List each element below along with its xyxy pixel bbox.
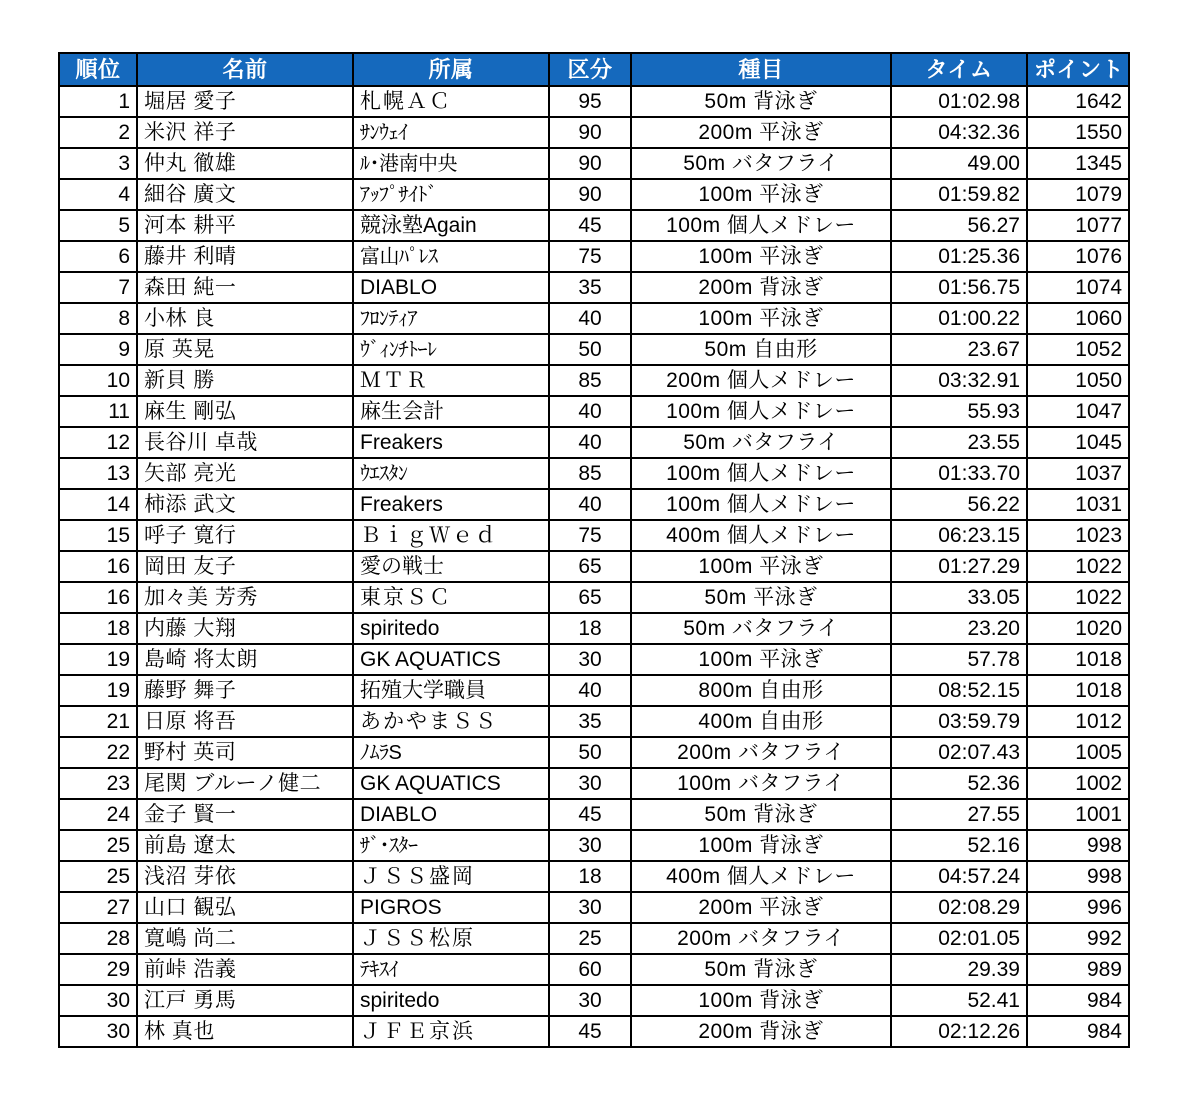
table-row[interactable] — [59, 272, 1129, 303]
cell-team: 拓殖大学職員 — [353, 675, 549, 706]
cell-klass: 90 — [549, 148, 631, 179]
cell-name: 森田 純一 — [137, 272, 353, 303]
cell-event: 100m 個人メドレー — [631, 458, 891, 489]
cell-klass: 30 — [549, 892, 631, 923]
cell-time: 01:56.75 — [891, 272, 1027, 303]
cell-rank: 27 — [59, 892, 137, 923]
cell-rank: 25 — [59, 861, 137, 892]
cell-points: 1022 — [1027, 582, 1129, 613]
cell-name: 金子 賢一 — [137, 799, 353, 830]
cell-points: 1076 — [1027, 241, 1129, 272]
cell-time: 01:59.82 — [891, 179, 1027, 210]
table-row[interactable] — [59, 396, 1129, 427]
table-row[interactable] — [59, 520, 1129, 551]
cell-klass: 45 — [549, 210, 631, 241]
cell-team: ＪＳＳ盛岡 — [353, 861, 549, 892]
cell-klass: 40 — [549, 427, 631, 458]
cell-points: 1050 — [1027, 365, 1129, 396]
cell-rank: 10 — [59, 365, 137, 396]
cell-rank: 11 — [59, 396, 137, 427]
cell-time: 23.55 — [891, 427, 1027, 458]
cell-time: 55.93 — [891, 396, 1027, 427]
cell-name: 日原 将吾 — [137, 706, 353, 737]
cell-event: 100m 個人メドレー — [631, 489, 891, 520]
table-row[interactable] — [59, 551, 1129, 582]
cell-name: 山口 観弘 — [137, 892, 353, 923]
cell-team: spiritedo — [353, 985, 549, 1016]
cell-name: 前島 遼太 — [137, 830, 353, 861]
table-row[interactable] — [59, 706, 1129, 737]
cell-klass: 45 — [549, 1016, 631, 1047]
cell-team: ｳｴｽﾀﾝ — [353, 458, 549, 489]
table-row[interactable] — [59, 675, 1129, 706]
cell-name: 呼子 寛行 — [137, 520, 353, 551]
cell-points: 1047 — [1027, 396, 1129, 427]
cell-name: 河本 耕平 — [137, 210, 353, 241]
cell-team: GK AQUATICS — [353, 768, 549, 799]
cell-name: 林 真也 — [137, 1016, 353, 1047]
cell-points: 1345 — [1027, 148, 1129, 179]
cell-points: 1077 — [1027, 210, 1129, 241]
cell-time: 02:12.26 — [891, 1016, 1027, 1047]
table-row[interactable] — [59, 86, 1129, 117]
cell-team: Freakers — [353, 427, 549, 458]
cell-team: 東京ＳＣ — [353, 582, 549, 613]
cell-name: 島崎 将太朗 — [137, 644, 353, 675]
cell-rank: 13 — [59, 458, 137, 489]
cell-team: ｻﾞ･ｽﾀｰ — [353, 830, 549, 861]
cell-rank: 30 — [59, 1016, 137, 1047]
cell-event: 50m 平泳ぎ — [631, 582, 891, 613]
table-row[interactable] — [59, 241, 1129, 272]
table-header-row — [59, 53, 1129, 86]
cell-name: 浅沼 芽依 — [137, 861, 353, 892]
cell-points: 992 — [1027, 923, 1129, 954]
cell-rank: 25 — [59, 830, 137, 861]
cell-time: 27.55 — [891, 799, 1027, 830]
cell-time: 01:33.70 — [891, 458, 1027, 489]
cell-name: 野村 英司 — [137, 737, 353, 768]
cell-team: DIABLO — [353, 799, 549, 830]
cell-event: 200m バタフライ — [631, 923, 891, 954]
table-row[interactable] — [59, 799, 1129, 830]
cell-points: 1045 — [1027, 427, 1129, 458]
cell-event: 100m 平泳ぎ — [631, 241, 891, 272]
cell-event: 200m 平泳ぎ — [631, 892, 891, 923]
cell-klass: 35 — [549, 706, 631, 737]
cell-points: 1023 — [1027, 520, 1129, 551]
cell-klass: 40 — [549, 303, 631, 334]
cell-time: 02:01.05 — [891, 923, 1027, 954]
cell-time: 04:32.36 — [891, 117, 1027, 148]
cell-event: 100m バタフライ — [631, 768, 891, 799]
cell-time: 01:25.36 — [891, 241, 1027, 272]
cell-rank: 19 — [59, 675, 137, 706]
cell-time: 56.22 — [891, 489, 1027, 520]
cell-rank: 12 — [59, 427, 137, 458]
cell-points: 1037 — [1027, 458, 1129, 489]
cell-klass: 30 — [549, 768, 631, 799]
cell-rank: 6 — [59, 241, 137, 272]
cell-klass: 95 — [549, 86, 631, 117]
cell-rank: 15 — [59, 520, 137, 551]
cell-team: 富山ﾊﾟﾚｽ — [353, 241, 549, 272]
cell-points: 1060 — [1027, 303, 1129, 334]
cell-points: 1005 — [1027, 737, 1129, 768]
column-header-class[interactable]: 区分 — [549, 53, 631, 86]
cell-klass: 30 — [549, 985, 631, 1016]
cell-name: 長谷川 卓哉 — [137, 427, 353, 458]
cell-time: 04:57.24 — [891, 861, 1027, 892]
table-row[interactable] — [59, 117, 1129, 148]
cell-name: 内藤 大翔 — [137, 613, 353, 644]
cell-team: DIABLO — [353, 272, 549, 303]
cell-time: 56.27 — [891, 210, 1027, 241]
cell-team: ｳﾞｨﾝﾁﾄｰﾚ — [353, 334, 549, 365]
cell-time: 02:07.43 — [891, 737, 1027, 768]
cell-team: GK AQUATICS — [353, 644, 549, 675]
cell-event: 200m 背泳ぎ — [631, 272, 891, 303]
cell-name: 尾関 ブルーノ健二 — [137, 768, 353, 799]
cell-points: 1012 — [1027, 706, 1129, 737]
cell-name: 新貝 勝 — [137, 365, 353, 396]
cell-time: 52.16 — [891, 830, 1027, 861]
cell-klass: 60 — [549, 954, 631, 985]
cell-rank: 3 — [59, 148, 137, 179]
cell-name: 米沢 祥子 — [137, 117, 353, 148]
table-row[interactable] — [59, 303, 1129, 334]
cell-klass: 30 — [549, 830, 631, 861]
cell-time: 29.39 — [891, 954, 1027, 985]
cell-klass: 90 — [549, 179, 631, 210]
cell-rank: 7 — [59, 272, 137, 303]
ranking-table — [58, 52, 1130, 1048]
column-header-event[interactable]: 種目 — [631, 53, 891, 86]
cell-klass: 50 — [549, 334, 631, 365]
table-row[interactable] — [59, 737, 1129, 768]
cell-team: ﾙ･港南中央 — [353, 148, 549, 179]
cell-event: 100m 平泳ぎ — [631, 303, 891, 334]
cell-team: 競泳塾Again — [353, 210, 549, 241]
cell-event: 100m 背泳ぎ — [631, 830, 891, 861]
cell-event: 100m 平泳ぎ — [631, 551, 891, 582]
cell-name: 江戸 勇馬 — [137, 985, 353, 1016]
cell-points: 1018 — [1027, 644, 1129, 675]
cell-team: ＭＴＲ — [353, 365, 549, 396]
cell-event: 50m バタフライ — [631, 427, 891, 458]
cell-event: 200m バタフライ — [631, 737, 891, 768]
cell-points: 1018 — [1027, 675, 1129, 706]
cell-klass: 35 — [549, 272, 631, 303]
cell-team: あかやまＳＳ — [353, 706, 549, 737]
cell-points: 1022 — [1027, 551, 1129, 582]
table-row[interactable] — [59, 768, 1129, 799]
cell-name: 岡田 友子 — [137, 551, 353, 582]
cell-klass: 18 — [549, 861, 631, 892]
cell-name: 藤井 利晴 — [137, 241, 353, 272]
cell-time: 49.00 — [891, 148, 1027, 179]
cell-klass: 75 — [549, 520, 631, 551]
cell-klass: 65 — [549, 551, 631, 582]
cell-team: ｱｯﾌﾟｻｲﾄﾞ — [353, 179, 549, 210]
cell-name: 小林 良 — [137, 303, 353, 334]
cell-klass: 18 — [549, 613, 631, 644]
cell-klass: 30 — [549, 644, 631, 675]
cell-rank: 28 — [59, 923, 137, 954]
cell-time: 03:59.79 — [891, 706, 1027, 737]
cell-klass: 90 — [549, 117, 631, 148]
cell-klass: 40 — [549, 489, 631, 520]
cell-rank: 19 — [59, 644, 137, 675]
ranking-table-container — [58, 52, 1128, 1048]
cell-team: ＪＳＳ松原 — [353, 923, 549, 954]
cell-team: ﾉﾑﾗS — [353, 737, 549, 768]
table-row[interactable] — [59, 861, 1129, 892]
cell-team: PIGROS — [353, 892, 549, 923]
cell-points: 996 — [1027, 892, 1129, 923]
column-header-points[interactable]: ポイント — [1027, 53, 1129, 86]
table-row[interactable] — [59, 489, 1129, 520]
cell-event: 100m 平泳ぎ — [631, 644, 891, 675]
table-row[interactable] — [59, 334, 1129, 365]
cell-points: 1074 — [1027, 272, 1129, 303]
cell-rank: 5 — [59, 210, 137, 241]
cell-klass: 25 — [549, 923, 631, 954]
cell-time: 01:27.29 — [891, 551, 1027, 582]
cell-rank: 29 — [59, 954, 137, 985]
cell-name: 加々美 芳秀 — [137, 582, 353, 613]
cell-klass: 40 — [549, 396, 631, 427]
cell-name: 矢部 亮光 — [137, 458, 353, 489]
cell-time: 02:08.29 — [891, 892, 1027, 923]
cell-event: 50m 背泳ぎ — [631, 86, 891, 117]
cell-points: 1020 — [1027, 613, 1129, 644]
cell-event: 200m 個人メドレー — [631, 365, 891, 396]
cell-points: 989 — [1027, 954, 1129, 985]
cell-points: 1001 — [1027, 799, 1129, 830]
cell-team: ｻﾝｳｪｲ — [353, 117, 549, 148]
cell-team: 麻生会計 — [353, 396, 549, 427]
cell-rank: 16 — [59, 582, 137, 613]
cell-event: 100m 平泳ぎ — [631, 179, 891, 210]
cell-rank: 14 — [59, 489, 137, 520]
cell-event: 100m 個人メドレー — [631, 210, 891, 241]
cell-event: 50m バタフライ — [631, 148, 891, 179]
cell-time: 52.41 — [891, 985, 1027, 1016]
cell-event: 100m 個人メドレー — [631, 396, 891, 427]
cell-time: 01:00.22 — [891, 303, 1027, 334]
cell-name: 寛嶋 尚二 — [137, 923, 353, 954]
table-row[interactable] — [59, 582, 1129, 613]
table-row[interactable] — [59, 954, 1129, 985]
cell-rank: 21 — [59, 706, 137, 737]
cell-points: 998 — [1027, 861, 1129, 892]
cell-event: 100m 背泳ぎ — [631, 985, 891, 1016]
cell-rank: 24 — [59, 799, 137, 830]
cell-time: 23.20 — [891, 613, 1027, 644]
column-header-time[interactable]: タイム — [891, 53, 1027, 86]
table-body — [59, 86, 1129, 1047]
cell-time: 23.67 — [891, 334, 1027, 365]
cell-event: 400m 自由形 — [631, 706, 891, 737]
cell-klass: 45 — [549, 799, 631, 830]
cell-time: 08:52.15 — [891, 675, 1027, 706]
table-row[interactable] — [59, 1016, 1129, 1047]
table-row[interactable] — [59, 148, 1129, 179]
cell-event: 200m 背泳ぎ — [631, 1016, 891, 1047]
cell-klass: 85 — [549, 365, 631, 396]
cell-name: 柿添 武文 — [137, 489, 353, 520]
cell-event: 50m バタフライ — [631, 613, 891, 644]
cell-team: ﾃｷｽｲ — [353, 954, 549, 985]
table-row[interactable] — [59, 830, 1129, 861]
cell-points: 1642 — [1027, 86, 1129, 117]
table-row[interactable] — [59, 179, 1129, 210]
cell-time: 06:23.15 — [891, 520, 1027, 551]
cell-rank: 9 — [59, 334, 137, 365]
cell-name: 細谷 廣文 — [137, 179, 353, 210]
cell-team: 札幌ＡＣ — [353, 86, 549, 117]
cell-team: ﾌﾛﾝﾃｨｱ — [353, 303, 549, 334]
cell-klass: 85 — [549, 458, 631, 489]
cell-time: 33.05 — [891, 582, 1027, 613]
cell-klass: 50 — [549, 737, 631, 768]
cell-name: 仲丸 徹雄 — [137, 148, 353, 179]
column-header-team[interactable]: 所属 — [353, 53, 549, 86]
cell-event: 400m 個人メドレー — [631, 520, 891, 551]
cell-name: 前峠 浩義 — [137, 954, 353, 985]
cell-klass: 75 — [549, 241, 631, 272]
table-row[interactable] — [59, 644, 1129, 675]
cell-points: 1550 — [1027, 117, 1129, 148]
cell-time: 52.36 — [891, 768, 1027, 799]
column-header-name[interactable]: 名前 — [137, 53, 353, 86]
cell-klass: 65 — [549, 582, 631, 613]
table-row[interactable] — [59, 458, 1129, 489]
cell-time: 03:32.91 — [891, 365, 1027, 396]
cell-points: 1052 — [1027, 334, 1129, 365]
cell-rank: 18 — [59, 613, 137, 644]
cell-rank: 30 — [59, 985, 137, 1016]
cell-event: 50m 背泳ぎ — [631, 954, 891, 985]
cell-team: ＢｉｇＷｅｄ — [353, 520, 549, 551]
cell-rank: 22 — [59, 737, 137, 768]
cell-rank: 23 — [59, 768, 137, 799]
table-row[interactable] — [59, 365, 1129, 396]
cell-time: 57.78 — [891, 644, 1027, 675]
cell-team: 愛の戦士 — [353, 551, 549, 582]
column-header-rank[interactable]: 順位 — [59, 53, 137, 86]
table-row[interactable] — [59, 210, 1129, 241]
cell-klass: 40 — [549, 675, 631, 706]
table-row[interactable] — [59, 985, 1129, 1016]
table-row[interactable] — [59, 923, 1129, 954]
cell-rank: 16 — [59, 551, 137, 582]
cell-rank: 4 — [59, 179, 137, 210]
cell-points: 984 — [1027, 985, 1129, 1016]
cell-points: 984 — [1027, 1016, 1129, 1047]
cell-event: 400m 個人メドレー — [631, 861, 891, 892]
cell-event: 50m 自由形 — [631, 334, 891, 365]
cell-name: 麻生 剛弘 — [137, 396, 353, 427]
cell-points: 1079 — [1027, 179, 1129, 210]
cell-points: 1031 — [1027, 489, 1129, 520]
cell-event: 800m 自由形 — [631, 675, 891, 706]
cell-rank: 1 — [59, 86, 137, 117]
cell-points: 1002 — [1027, 768, 1129, 799]
cell-name: 藤野 舞子 — [137, 675, 353, 706]
cell-rank: 8 — [59, 303, 137, 334]
cell-rank: 2 — [59, 117, 137, 148]
table-row[interactable] — [59, 613, 1129, 644]
table-row[interactable] — [59, 427, 1129, 458]
cell-event: 50m 背泳ぎ — [631, 799, 891, 830]
cell-points: 998 — [1027, 830, 1129, 861]
cell-time: 01:02.98 — [891, 86, 1027, 117]
cell-team: Freakers — [353, 489, 549, 520]
table-row[interactable] — [59, 892, 1129, 923]
cell-team: ＪＦＥ京浜 — [353, 1016, 549, 1047]
cell-name: 原 英晃 — [137, 334, 353, 365]
cell-name: 堀居 愛子 — [137, 86, 353, 117]
cell-team: spiritedo — [353, 613, 549, 644]
cell-event: 200m 平泳ぎ — [631, 117, 891, 148]
